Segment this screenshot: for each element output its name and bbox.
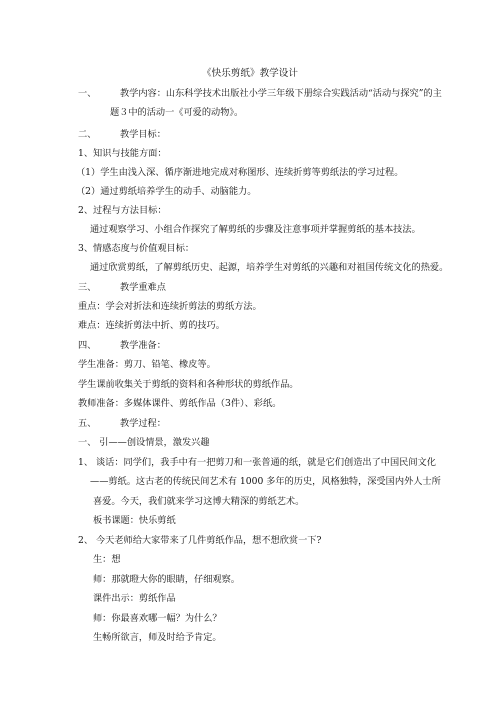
section-2-number: 二、 — [78, 129, 97, 140]
student-reply: 生：想 — [93, 554, 121, 565]
section-3-number: 三、 — [78, 282, 97, 293]
section-4-heading — [78, 340, 166, 352]
section-1-continuation: 题３中的活动一《可爱的动物》。 — [110, 107, 244, 118]
goal-1-item-b: （2）通过剪纸培养学生的动手、动脑能力。 — [76, 186, 257, 197]
goal-2-text: 通过观察学习、小组合作探究了解剪纸的步骤及注意事项并掌握剪纸的基本技法。 — [90, 224, 421, 235]
student-discussion: 生畅所欲言，师及时给予肯定。 — [93, 632, 222, 643]
key-point: 重点：学会对折法和连续折剪法的剪纸方法。 — [78, 301, 262, 312]
section-4-number: 四、 — [78, 340, 97, 351]
goal-1-heading: 1、知识与技能方面： — [78, 148, 167, 159]
document-title: 《快乐剪纸》教学设计 — [202, 68, 298, 79]
goal-1-item-a: （1）学生由浅入深、循序渐进地完成对称图形、连续折剪等剪纸法的学习过程。 — [76, 167, 404, 178]
section-5-heading — [78, 418, 166, 430]
section-1-text: 教学内容：山东科学技术出版社小学三年级下册综合实践活动“活动与探究”的主 — [120, 88, 442, 99]
goal-3-text: 通过欣赏剪纸，了解剪纸历史、起源，培养学生对剪纸的兴趣和对祖国传统文化的热爱。 — [90, 262, 449, 273]
process-step-1: 一、 引——创设情景，激发兴趣 — [78, 437, 210, 448]
section-4-text: 教学准备： — [120, 340, 166, 351]
student-collection: 学生课前收集关于剪纸的资料和各种形状的剪纸作品。 — [78, 379, 299, 390]
section-1-number: 一、 — [78, 88, 97, 99]
section-2-text: 教学目标： — [120, 129, 166, 140]
section-2-heading — [78, 129, 166, 141]
section-5-text: 教学过程： — [120, 418, 166, 429]
process-1-1-line-c: 喜爱。今天，我们就来学习这博大精深的剪纸艺术。 — [93, 496, 305, 507]
process-1-1-line-a: 1、 谈话：同学们，我手中有一把剪刀和一张普通的纸，就是它们创造出了中国民间文化 — [78, 457, 436, 468]
teacher-instruction: 师：那就瞪大你的眼睛，仔细观察。 — [93, 574, 240, 585]
board-title: 板书课题：快乐剪纸 — [93, 515, 176, 526]
teacher-preparation: 教师准备：多媒体课件、剪纸作品（3件）、彩纸。 — [78, 398, 282, 409]
student-preparation: 学生准备：剪刀、铅笔、橡皮等。 — [78, 359, 216, 370]
process-1-2: 2、 今天老师给大家带来了几件剪纸作品，想不想欣赏一下? — [78, 535, 322, 546]
process-1-1-line-b: ——剪纸。这古老的传统民间艺术有 1000 多年的历史，风格独特，深受国内外人士所 — [90, 476, 441, 487]
teacher-question: 师：你最喜欢哪一幅？为什么？ — [93, 613, 222, 624]
section-1-heading — [78, 88, 442, 100]
goal-3-heading: 3、情感态度与价值观目标： — [78, 243, 195, 254]
section-5-number: 五、 — [78, 418, 97, 429]
goal-2-heading: 2、过程与方法目标： — [78, 205, 167, 216]
slide-display: 课件出示：剪纸作品 — [93, 593, 176, 604]
section-3-heading — [78, 282, 166, 294]
difficulty-point: 难点：连续折剪法中折、剪的技巧。 — [78, 320, 225, 331]
section-3-text: 教学重难点 — [120, 282, 166, 293]
